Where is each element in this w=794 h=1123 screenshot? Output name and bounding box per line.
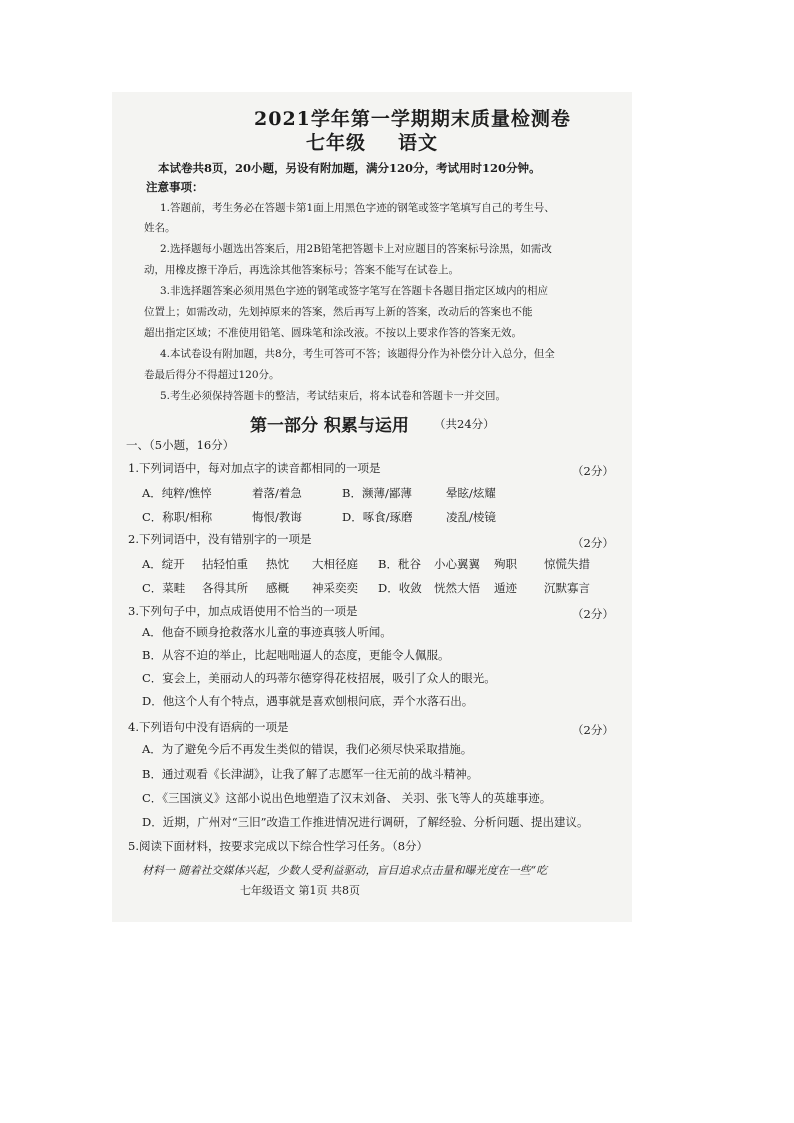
note-line: 动，用橡皮擦干净后，再选涂其他答案标号；答案不能写在试卷上。 (144, 264, 459, 276)
question-points: （2分） (572, 464, 614, 478)
option: 悔恨/教诲 (252, 510, 302, 524)
grade-label: 七年级 (306, 132, 367, 154)
option: 感概 (266, 581, 289, 595)
notes-heading: 注意事项： (146, 180, 204, 194)
option: 小心翼翼 (434, 557, 480, 571)
note-line: 5.考生必须保持答题卡的整洁，考试结束后，将本试卷和答题卡一并交回。 (160, 390, 507, 402)
option: B．通过观看《长津湖》，让我了解了志愿军一往无前的战斗精神。 (142, 767, 479, 781)
note-line: 位置上；如需改动，先划掉原来的答案，然后再写上新的答案，改动后的答案也不能 (144, 306, 533, 318)
option: 热忱 (266, 557, 289, 571)
option: B．秕谷 (378, 557, 421, 571)
option: D．近期，广州对“三旧”改造工作推进情况进行调研，了解经验、分析问题、提出建议。 (142, 815, 589, 829)
note-line: 卷最后得分不得超过120分。 (144, 369, 280, 381)
option: 拈轻怕重 (202, 557, 248, 571)
question-stem: 2.下列词语中，没有错别字的一项是 (128, 532, 312, 546)
question-points: （2分） (572, 536, 614, 550)
note-line: 3.非选择题答案必须用黑色字迹的钢笔或签字笔写在答题卡各题目指定区域内的相应 (160, 285, 549, 297)
option: B．濒薄/鄙薄 (342, 486, 412, 500)
option: C．称职/相称 (142, 510, 213, 524)
option: D．他这个人有个特点，遇事就是喜欢刨根问底，弄个水落石出。 (142, 694, 474, 708)
question-points: （2分） (572, 723, 614, 737)
part-title: 第一部分 积累与运用 (250, 416, 409, 436)
option: D．收敛 (378, 581, 422, 595)
option: B．从容不迫的举止，比起咄咄逼人的态度，更能令人佩服。 (142, 648, 450, 662)
question-stem: 3.下列句子中，加点成语使用不恰当的一项是 (128, 604, 358, 618)
section-heading: 一、（5小题，16分） (126, 438, 235, 452)
option: 殉职 (494, 557, 517, 571)
option: 惊慌失措 (544, 557, 590, 571)
option: A．纯粹/憔悴 (142, 486, 212, 500)
page-footer: 七年级语文 第1页 共8页 (240, 884, 360, 897)
material-text: 材料一 随着社交媒体兴起，少数人受利益驱动，盲目追求点击量和曝光度在一些“吃 (142, 864, 548, 877)
option: 神采奕奕 (312, 581, 358, 595)
option: C．宴会上，美丽动人的玛蒂尔德穿得花枝招展，吸引了众人的眼光。 (142, 671, 496, 685)
option: 各得其所 (202, 581, 248, 595)
question-stem: 5.阅读下面材料，按要求完成以下综合性学习任务。（8分） (128, 839, 429, 853)
exam-info: 本试卷共8页，20小题，另设有附加题，满分120分，考试用时120分钟。 (158, 161, 541, 175)
note-line: 4.本试卷设有附加题，共8分，考生可答可不答；该题得分作为补偿分计入总分，但全 (160, 348, 555, 360)
option: 遁迹 (494, 581, 517, 595)
option: 恍然大悟 (434, 581, 480, 595)
option: A．他奋不顾身抢救落水儿童的事迹真骇人听闻。 (142, 625, 392, 639)
option: 大相径庭 (312, 557, 358, 571)
exam-title: 2021学年第一学期期末质量检测卷 (254, 108, 571, 130)
option: 凌乱/棱镜 (446, 510, 496, 524)
option: C．菜畦 (142, 581, 186, 595)
option: 晕眩/炫耀 (446, 486, 496, 500)
subject-label: 语文 (398, 132, 439, 154)
question-stem: 4.下列语句中没有语病的一项是 (128, 720, 289, 734)
option: D．啄食/琢磨 (342, 510, 413, 524)
note-line: 姓名。 (144, 222, 176, 234)
question-points: （2分） (572, 607, 614, 621)
part-points: （共24分） (434, 417, 495, 431)
note-line: 超出指定区域；不准使用铅笔、圆珠笔和涂改液。不按以上要求作答的答案无效。 (144, 327, 522, 339)
option: C．《三国演义》这部小说出色地塑造了汉末刘备、 关羽、张飞等人的英雄事迹。 (142, 791, 552, 805)
option: 沉默寡言 (544, 581, 590, 595)
option: A．绽开 (142, 557, 185, 571)
option: 着落/着急 (252, 486, 302, 500)
question-stem: 1.下列词语中，每对加点字的读音都相同的一项是 (128, 461, 381, 475)
note-line: 1.答题前，考生务必在答题卡第1面上用黑色字迹的钢笔或签字笔填写自己的考生号、 (160, 202, 555, 214)
option: A．为了避免今后不再发生类似的错误，我们必须尽快采取措施。 (142, 742, 473, 756)
note-line: 2.选择题每小题选出答案后，用2B铅笔把答题卡上对应题目的答案标号涂黑，如需改 (160, 243, 552, 255)
